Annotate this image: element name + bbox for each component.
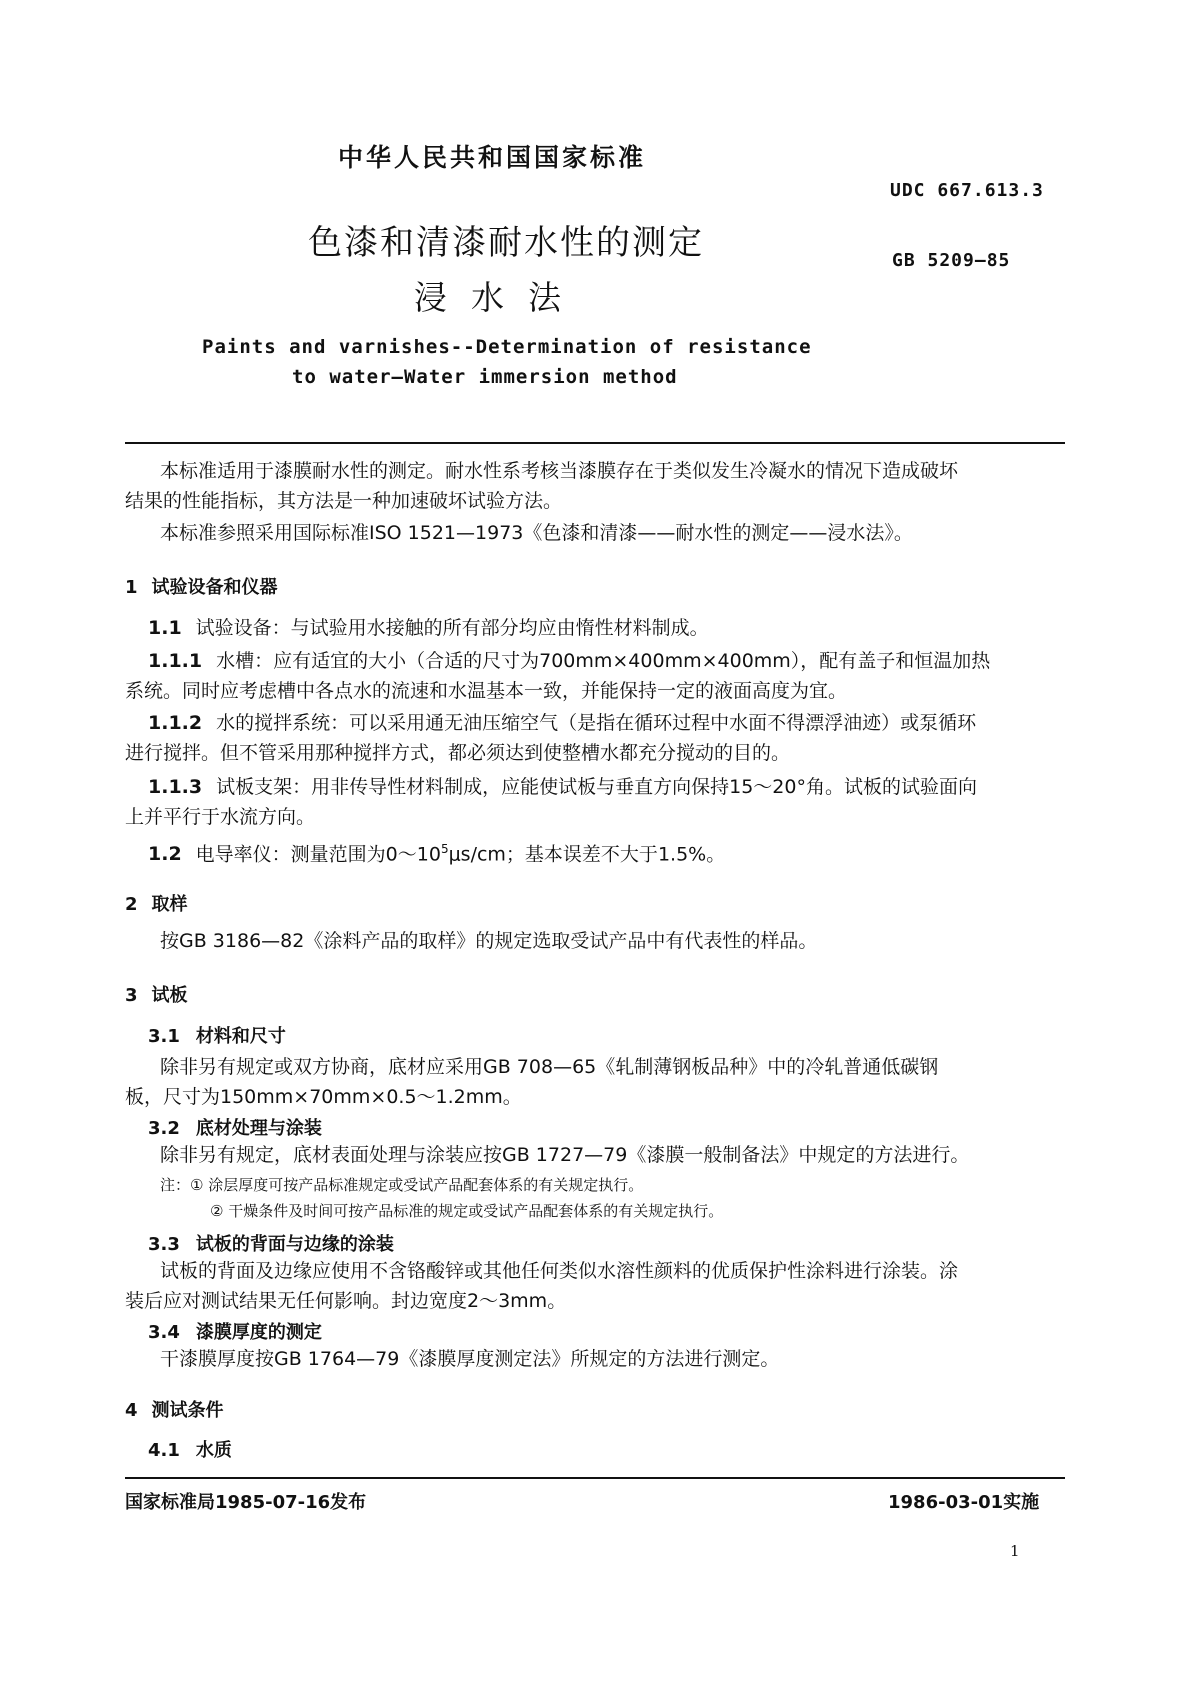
clause-1-1-2-number: 1.1.2 (148, 712, 203, 734)
title-cn-subtitle: 浸水法 (414, 278, 585, 317)
section-4-number: 4 (125, 1400, 138, 1421)
intro-p2: 本标准参照采用国际标准ISO 1521—1973《色漆和清漆——耐水性的测定——浸水法》。 (160, 522, 913, 544)
clause-1-1-number: 1.1 (148, 617, 182, 639)
section-2-heading (125, 890, 188, 916)
clause-4-1-title: 水质 (195, 1440, 232, 1461)
clause-1-1-1-cont: 系统。同时应考虑槽中各点水的流速和水温基本一致，并能保持一定的液面高度为宜。 (125, 680, 848, 702)
clause-3-4-text: 干漆膜厚度按GB 1764—79《漆膜厚度测定法》所规定的方法进行测定。 (160, 1348, 780, 1370)
section-4-title: 测试条件 (151, 1400, 224, 1421)
clause-1-2-superscript: 5 (440, 842, 449, 856)
clause-1-2-text-a: 电导率仪：测量范围为0～10 (195, 843, 441, 866)
effective-date: 1986-03-01实施 (888, 1492, 1040, 1513)
section-1-title: 试验设备和仪器 (151, 577, 278, 598)
clause-3-2-text: 除非另有规定，底材表面处理与涂装应按GB 1727—79《漆膜一般制备法》中规定的方法进行。 (160, 1144, 970, 1166)
note-2: ② 干燥条件及时间可按产品标准的规定或受试产品配套体系的有关规定执行。 (210, 1202, 724, 1220)
clause-3-3-heading (148, 1230, 394, 1256)
clause-4-1-heading (148, 1436, 232, 1462)
clause-1-1-2 (148, 710, 976, 736)
clause-1-1-1-text: 水槽：应有适宜的大小（合适的尺寸为700mm×400mm×400mm），配有盖子和恒温加热 (216, 650, 991, 672)
clause-1-2-text-b: μs/cm；基本误差不大于1.5%。 (448, 843, 726, 866)
clause-1-1-2-text: 水的搅拌系统：可以采用通无油压缩空气（是指在循环过程中水面不得漂浮油迹）或泵循环 (216, 712, 977, 734)
clause-3-3-line1: 试板的背面及边缘应使用不含铬酸锌或其他任何类似水溶性颜料的优质保护性涂料进行涂装。涂 (160, 1260, 959, 1282)
title-en-line2: to water—Water immersion method (292, 366, 678, 388)
section-3-number: 3 (125, 985, 138, 1006)
clause-3-3-number: 3.3 (148, 1234, 180, 1255)
clause-1-2 (148, 836, 725, 867)
clause-3-4-number: 3.4 (148, 1322, 180, 1343)
clause-1-1-3-text: 试板支架：用非传导性材料制成，应能使试板与垂直方向保持15～20°角。试板的试验面向 (216, 776, 977, 798)
section-1-number: 1 (125, 577, 138, 598)
clause-1-1 (148, 615, 709, 641)
clause-3-2-title: 底材处理与涂装 (195, 1118, 322, 1139)
clause-3-1-line2: 板，尺寸为150mm×70mm×0.5～1.2mm。 (125, 1086, 522, 1108)
intro-p1-line1: 本标准适用于漆膜耐水性的测定。耐水性系考核当漆膜存在于类似发生冷凝水的情况下造成破坏 (160, 460, 959, 482)
clause-3-1-title: 材料和尺寸 (195, 1026, 286, 1047)
clause-1-1-3-cont: 上并平行于水流方向。 (125, 806, 316, 828)
footer-divider (125, 1477, 1065, 1479)
gb-number: GB 5209—85 (892, 250, 1011, 271)
issue-date: 国家标准局1985-07-16发布 (125, 1492, 367, 1513)
header-divider (125, 442, 1065, 444)
clause-3-1-heading (148, 1022, 286, 1048)
section-3-heading (125, 981, 188, 1007)
note-1: 注：① 涂层厚度可按产品标准规定或受试产品配套体系的有关规定执行。 (160, 1176, 644, 1194)
title-en-line1: Paints and varnishes--Determination of resistance (202, 336, 812, 358)
title-cn: 色漆和清漆耐水性的测定 (308, 223, 704, 263)
section-1-heading (125, 573, 278, 599)
clause-1-1-3 (148, 774, 977, 800)
section-2-title: 取样 (151, 894, 188, 915)
clause-3-1-line1: 除非另有规定或双方协商，底材应采用GB 708—65《轧制薄钢板品种》中的冷轧普通低碳钢 (160, 1056, 939, 1078)
standard-name: 中华人民共和国国家标准 (338, 143, 647, 172)
section-4-heading (125, 1396, 224, 1422)
clause-1-1-3-number: 1.1.3 (148, 776, 203, 798)
clause-1-2-number: 1.2 (148, 843, 182, 866)
page-number: 1 (1010, 1542, 1020, 1560)
clause-3-3-line2: 装后应对测试结果无任何影响。封边宽度2～3mm。 (125, 1290, 567, 1312)
clause-1-1-1 (148, 648, 990, 674)
section-2-number: 2 (125, 894, 138, 915)
clause-1-1-2-cont: 进行搅拌。但不管采用那种搅拌方式，都必须达到使整槽水都充分搅动的目的。 (125, 742, 791, 764)
section-3-title: 试板 (151, 985, 188, 1006)
clause-3-3-title: 试板的背面与边缘的涂装 (195, 1234, 394, 1255)
clause-3-1-number: 3.1 (148, 1026, 180, 1047)
clause-3-2-heading (148, 1114, 322, 1140)
intro-p1-line2: 结果的性能指标，其方法是一种加速破坏试验方法。 (125, 490, 563, 512)
clause-3-2-number: 3.2 (148, 1118, 180, 1139)
clause-1-1-1-number: 1.1.1 (148, 650, 203, 672)
clause-3-4-heading (148, 1318, 322, 1344)
clause-1-1-text: 试验设备：与试验用水接触的所有部分均应由惰性材料制成。 (195, 617, 709, 639)
clause-3-4-title: 漆膜厚度的测定 (195, 1322, 322, 1343)
udc-code: UDC 667.613.3 (890, 180, 1044, 201)
section-2-text: 按GB 3186—82《涂料产品的取样》的规定选取受试产品中有代表性的样品。 (160, 930, 818, 952)
clause-4-1-number: 4.1 (148, 1440, 180, 1461)
